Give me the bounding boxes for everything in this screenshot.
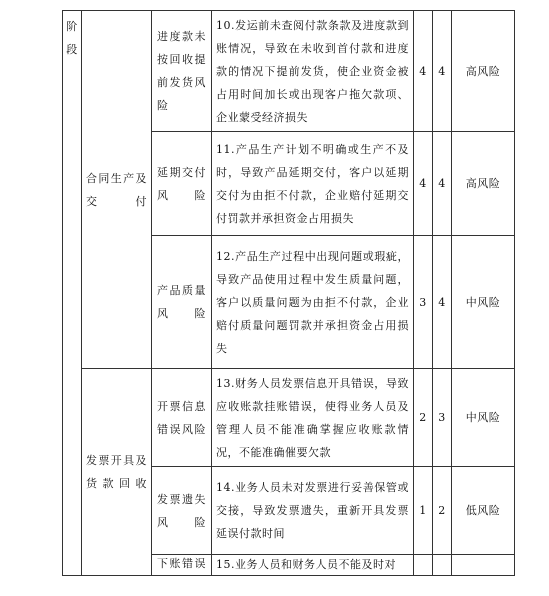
risk-description-cell: 14.业务人员未对发票进行妥善保管或交接，导致发票遗失，重新开具发票延误付款时间 [212,467,414,555]
risk-description-cell: 12.产品生产过程中出现问题或瑕疵，导致产品使用过程中发生质量问题，客户以质量问题为由拒不付款，企业赔付质量问题罚款并承担资金占用损失 [212,236,414,369]
risk-level-cell [452,555,515,576]
stage-char: 阶 [66,20,78,33]
stage-char: 段 [66,43,78,56]
risk-name-cell: 发票遗失风险 [152,467,212,555]
table-row [63,11,515,132]
risk-level-cell: 低风险 [452,467,515,555]
impact-score-cell [433,555,452,576]
impact-score-cell: 4 [433,11,452,132]
risk-description-cell: 10.发运前未查阅付款条款及进度款到账情况，导致在未收到首付款和进度款的情况下提前发货，使企业资金被占用时间加长或出现客户拖欠款项、企业蒙受经济损失 [212,11,414,132]
likelihood-score-cell: 4 [414,132,433,236]
risk-name-cell: 延期交付风险 [152,132,212,236]
impact-score-cell: 3 [433,369,452,467]
likelihood-score-cell: 2 [414,369,433,467]
table-row [63,369,515,467]
risk-level-cell: 中风险 [452,236,515,369]
likelihood-score-cell: 4 [414,11,433,132]
risk-name-cell: 下账错误 [152,555,212,576]
stage-column-cell [63,11,82,576]
risk-name-cell: 进度款未按回收提前发货风险 [152,11,212,132]
risk-level-cell: 高风险 [452,132,515,236]
risk-name-cell: 产品质量风险 [152,236,212,369]
impact-score-cell: 2 [433,467,452,555]
risk-level-cell: 中风险 [452,369,515,467]
likelihood-score-cell [414,555,433,576]
risk-description-cell: 13.财务人员发票信息开具错误，导致应收账款挂账错误，使得业务人员及管理人员不能准确掌握应收账款情况，不能准确催要欠款 [212,369,414,467]
likelihood-score-cell: 1 [414,467,433,555]
impact-score-cell: 4 [433,132,452,236]
risk-level-cell: 高风险 [452,11,515,132]
risk-assessment-table [62,10,515,576]
risk-description-cell: 11.产品生产计划不明确或生产不及时，导致产品延期交付，客户以延期交付为由拒不付款，企业赔付延期交付罚款并承担资金占用损失 [212,132,414,236]
impact-score-cell: 4 [433,236,452,369]
phase-cell-production: 合同生产及交付 [82,11,152,369]
risk-name-cell: 开票信息错误风险 [152,369,212,467]
likelihood-score-cell: 3 [414,236,433,369]
phase-cell-invoicing: 发票开具及货款回收 [82,369,152,576]
risk-description-cell: 15.业务人员和财务人员不能及时对 [212,555,414,576]
